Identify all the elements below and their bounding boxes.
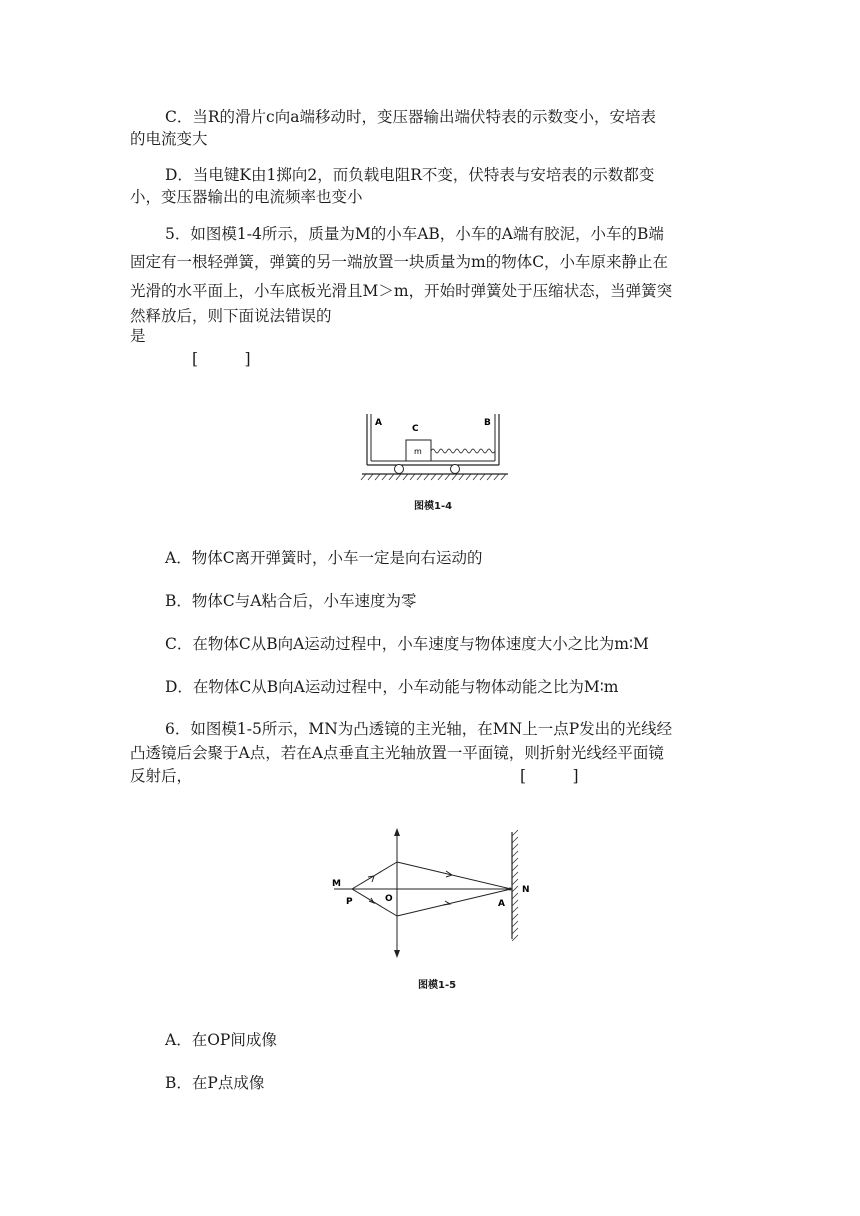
q6-line-2: 凸透镜后会聚于A点，若在A点垂直主光轴放置一平面镜，则折射光线经平面镜 (130, 744, 664, 762)
option-d-line-1: D．当电键K由1掷向2，而负载电阻R不变，伏特表与安培表的示数都变 (165, 166, 655, 184)
q5-line-1: 5．如图模1-4所示，质量为M的小车AB，小车的A端有胶泥，小车的B端 (165, 225, 664, 243)
q5-option-d: D．在物体C从B向A运动过程中，小车动能与物体动能之比为M∶m (165, 678, 619, 696)
option-d-line-2: 小，变压器输出的电流频率也变小 (130, 188, 363, 206)
fig14-label-c: C (412, 424, 419, 434)
figure-1-4 (360, 408, 510, 483)
q5-line-5: 是 (130, 327, 146, 345)
q6-option-a: A．在OP间成像 (165, 1031, 277, 1049)
q5-line-4: 然释放后，则下面说法错误的 (130, 307, 332, 325)
q5-answer-bracket: [ ] (192, 350, 251, 368)
q5-option-a: A．物体C离开弹簧时，小车一定是向右运动的 (165, 549, 483, 567)
option-c-line-1: C．当R的滑片c向a端移动时，变压器输出端伏特表的示数变小，安培表 (165, 108, 656, 126)
figure-1-4-caption: 图模1-4 (414, 501, 453, 512)
fig14-label-a: A (375, 418, 382, 428)
q5-line-2: 固定有一根轻弹簧，弹簧的另一端放置一块质量为m的物体C，小车原来静止在 (130, 253, 669, 271)
q5-line-3: 光滑的水平面上，小车底板光滑且M＞m，开始时弹簧处于压缩状态，当弹簧突 (130, 282, 673, 300)
q6-line-1: 6．如图模1-5所示，MN为凸透镜的主光轴，在MN上一点P发出的光线经 (165, 720, 673, 738)
fig15-label-a: A (498, 899, 505, 909)
fig15-label-o: O (385, 894, 393, 904)
q5-option-c: C．在物体C从B向A运动过程中，小车速度与物体速度大小之比为m∶M (165, 635, 649, 653)
fig14-label-b: B (484, 418, 491, 428)
q6-answer-bracket: [ ] (520, 767, 579, 785)
option-c-line-2: 的电流变大 (130, 130, 208, 148)
fig15-label-n: N (522, 885, 530, 895)
figure-1-5-caption: 图模1-5 (418, 980, 457, 991)
figure-1-5 (326, 826, 530, 961)
q5-option-b: B．物体C与A粘合后，小车速度为零 (165, 592, 417, 610)
fig15-label-p: P (346, 897, 353, 907)
fig15-label-m: M (332, 879, 341, 889)
fig14-label-m: m (414, 447, 422, 456)
q6-option-b: B．在P点成像 (165, 1074, 265, 1092)
q6-line-3: 反射后， (130, 767, 193, 785)
